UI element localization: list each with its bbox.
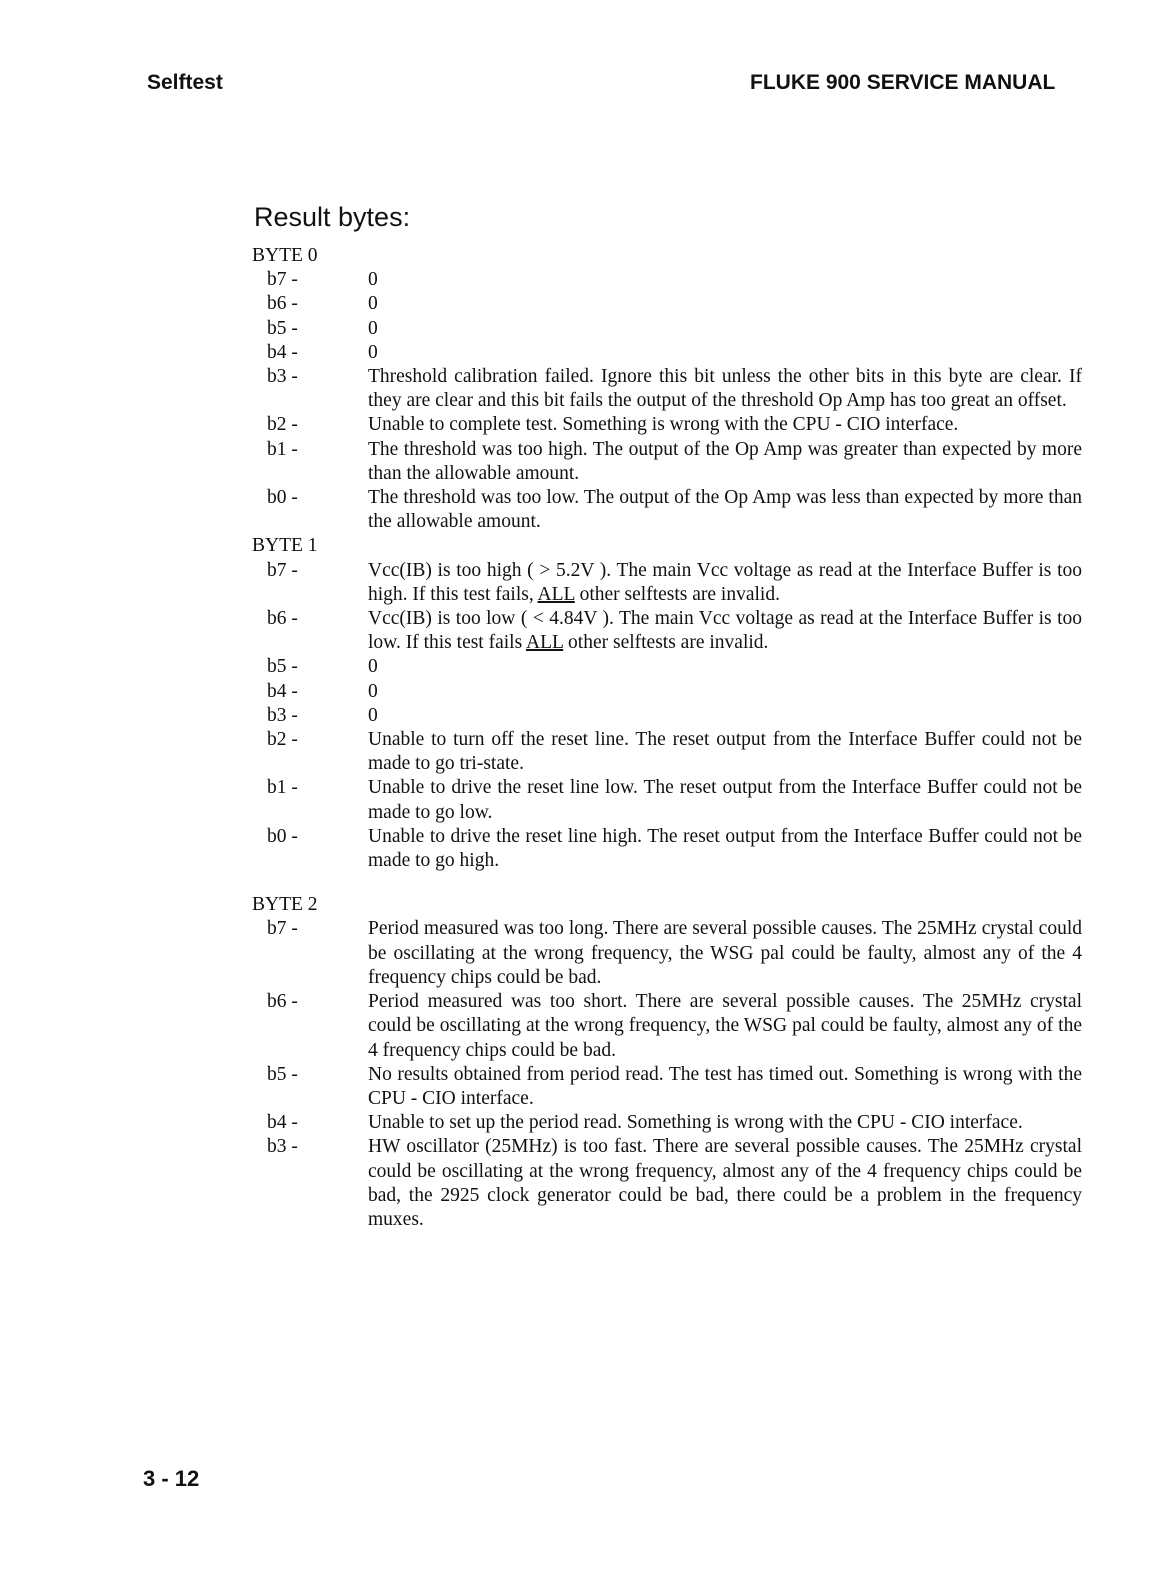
byte-0-label: BYTE 0 — [252, 245, 318, 266]
byte-0-bit-3 — [252, 365, 1082, 413]
bit-label: b2 - — [267, 414, 298, 436]
byte-0-bit-2 — [252, 413, 1082, 437]
byte-2-bit-6 — [252, 990, 1082, 1063]
bit-description — [368, 607, 1082, 655]
emphasis-all: ALL — [537, 583, 575, 605]
bit-description: 0 — [368, 293, 378, 315]
bit-label: b0 - — [267, 487, 298, 509]
bit-label: b5 - — [267, 656, 298, 678]
result-bytes-content — [252, 244, 1082, 1232]
bit-description: Unable to turn off the reset line. The reset output from the Interface Buffer could not be made to go tri-state. — [368, 729, 1082, 775]
bit-description: 0 — [368, 680, 378, 702]
byte-1-bit-5 — [252, 655, 1082, 679]
byte-1-bit-6 — [252, 607, 1082, 655]
bit-description: 0 — [368, 269, 378, 291]
byte-2-bit-3 — [252, 1135, 1082, 1232]
byte-1-label: BYTE 1 — [252, 535, 318, 557]
bit-label: b7 - — [267, 269, 298, 291]
byte-2-section — [252, 893, 1082, 1232]
bit-label: b6 - — [267, 608, 298, 630]
bit-label: b3 - — [267, 704, 298, 726]
byte-1-bit-0 — [252, 825, 1082, 873]
bit-description: Unable to drive the reset line low. The reset output from the Interface Buffer could not be made to go low. — [368, 777, 1082, 823]
bit-description-text: other selftests are invalid. — [563, 632, 769, 654]
bit-label: b7 - — [267, 918, 298, 940]
bit-description: Unable to set up the period read. Something is wrong with the CPU - CIO interface. — [368, 1112, 1023, 1134]
bit-description-text: Vcc(IB) is too low ( < 4.84V ). The main Vcc voltage as read at the Interface Buffer is too low. If this test fails — [368, 608, 1082, 654]
bit-description: No results obtained from period read. The test has timed out. Something is wrong with the CPU - CIO interface. — [368, 1063, 1082, 1109]
byte-2-label: BYTE 2 — [252, 894, 318, 916]
bit-label: b4 - — [267, 1112, 298, 1134]
emphasis-all: ALL — [525, 632, 564, 654]
byte-1-bit-3 — [252, 704, 1082, 728]
byte-0-bit-7 — [252, 268, 1082, 292]
byte-0-bit-0 — [252, 486, 1082, 534]
bit-label: b2 - — [267, 729, 298, 751]
bit-label: b3 - — [267, 366, 298, 388]
bit-description: The threshold was too low. The output of the Op Amp was less than expected by more than the allowable amount. — [368, 487, 1082, 533]
byte-1-bit-1 — [252, 776, 1082, 824]
byte-1-bit-2 — [252, 728, 1082, 776]
bit-description: 0 — [368, 317, 378, 339]
byte-1-bit-4 — [252, 680, 1082, 704]
bit-description — [368, 559, 1082, 607]
byte-1-bit-7 — [252, 559, 1082, 607]
bit-label: b1 - — [267, 777, 298, 799]
section-title: Result bytes: — [254, 202, 411, 232]
bit-label: b6 - — [267, 991, 298, 1013]
bit-label: b6 - — [267, 293, 298, 315]
bit-description: 0 — [368, 341, 378, 363]
bit-description: Unable to drive the reset line high. The reset output from the Interface Buffer could not be made to go high. — [368, 825, 1082, 872]
bit-description: Unable to complete test. Something is wrong with the CPU - CIO interface. — [368, 414, 959, 436]
page-number: 3 - 12 — [143, 1466, 200, 1491]
bit-description: HW oscillator (25MHz) is too fast. There are several possible causes. The 25MHz crystal could be oscillating at the wrong frequency, almost any of the 4 frequency chips could be bad, the 2925 clock generator could be bad, there could be a problem in the frequency muxes. — [368, 1136, 1082, 1230]
bit-label: b4 - — [267, 680, 298, 702]
byte-2-bit-5 — [252, 1063, 1082, 1111]
bit-description: Period measured was too short. There are several possible causes. The 25MHz crystal could be oscillating at the wrong frequency, the WSG pal could be faulty, almost any of the 4 frequency chips could be bad. — [368, 991, 1082, 1061]
byte-0-bit-5 — [252, 317, 1082, 341]
bit-label: b0 - — [267, 825, 298, 847]
bit-description: 0 — [368, 656, 378, 678]
page-header-right: FLUKE 900 SERVICE MANUAL — [750, 71, 1056, 94]
bit-description-text: Vcc(IB) is too high ( > 5.2V ). The main Vcc voltage as read at the Interface Buffer is too high. If this test fails, — [368, 559, 1082, 605]
bit-description-text: other selftests are invalid. — [574, 583, 780, 605]
bit-label: b1 - — [267, 438, 298, 460]
byte-2-bit-7 — [252, 917, 1082, 990]
bit-label: b3 - — [267, 1136, 298, 1158]
bit-description: Period measured was too long. There are several possible causes. The 25MHz crystal could be oscillating at the wrong frequency, the WSG pal could be faulty, almost any of the 4 frequency chips could be bad. — [368, 918, 1082, 988]
bit-label: b4 - — [267, 341, 298, 363]
byte-0-section — [252, 244, 1082, 534]
byte-2-bit-4 — [252, 1111, 1082, 1135]
byte-0-bit-4 — [252, 341, 1082, 365]
bit-description: Threshold calibration failed. Ignore this bit unless the other bits in this byte are clear. If they are clear and this bit fails the output of the threshold Op Amp has too great an offset. — [368, 366, 1082, 412]
bit-description: The threshold was too high. The output of the Op Amp was greater than expected by more than the allowable amount. — [368, 438, 1082, 484]
bit-description: 0 — [368, 704, 378, 726]
page-header-left: Selftest — [147, 71, 223, 94]
byte-1-section — [252, 534, 1082, 873]
bit-label: b5 - — [267, 317, 298, 339]
byte-0-bit-6 — [252, 292, 1082, 316]
bit-label: b5 - — [267, 1063, 298, 1085]
bit-label: b7 - — [267, 559, 298, 581]
byte-0-bit-1 — [252, 438, 1082, 486]
